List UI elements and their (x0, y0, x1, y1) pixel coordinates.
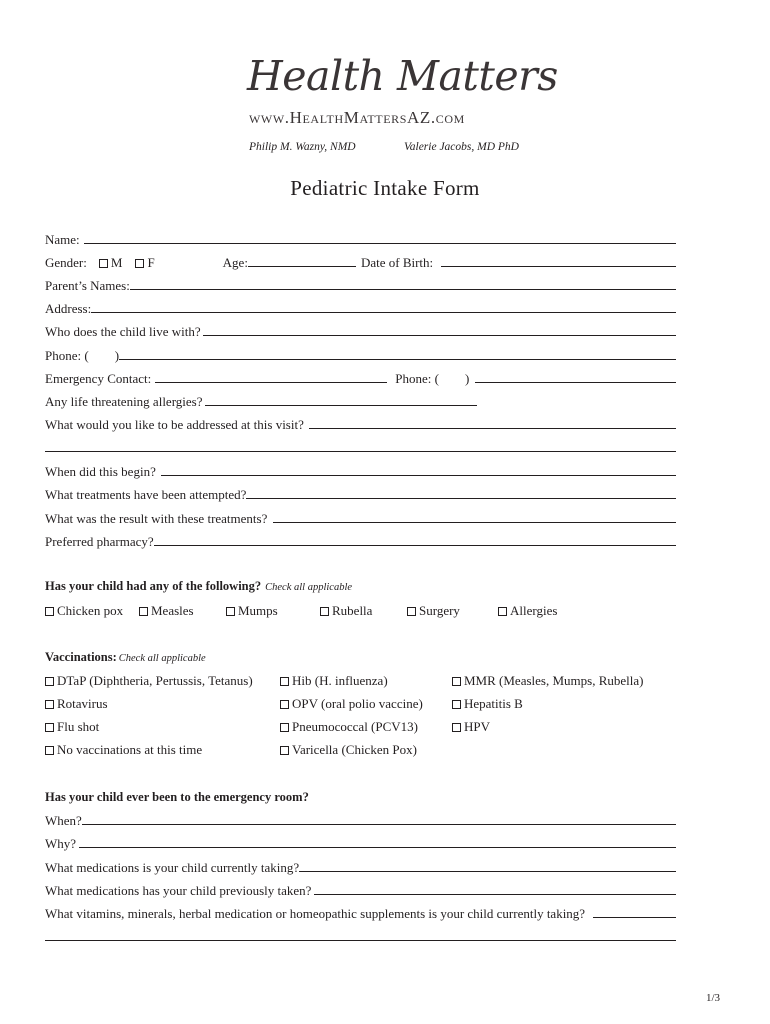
emergency-contact-row (45, 368, 676, 386)
checkbox[interactable] (407, 607, 416, 616)
gender-m-label: M (110, 255, 123, 270)
visit-reason-label: What would you like to be addressed at this visit? (45, 417, 304, 432)
dob-label: Date of Birth: (360, 255, 434, 270)
checkbox[interactable] (280, 746, 289, 755)
history-option-label: Measles (151, 603, 194, 618)
age-label: Age: (222, 255, 248, 270)
checkbox[interactable] (280, 700, 289, 709)
history-option[interactable] (407, 603, 460, 618)
history-heading-text: Has your child had any of the following? (45, 579, 262, 593)
gender-label: Gender: (45, 255, 87, 270)
visit-reason-field-2[interactable] (45, 451, 676, 452)
history-option-label: Rubella (332, 603, 373, 618)
parents-row (45, 275, 676, 293)
checkbox[interactable] (45, 746, 54, 755)
vaccine-option[interactable] (280, 696, 423, 711)
lives-with-row (45, 321, 676, 339)
er-why-label: Why? (45, 836, 77, 851)
phone-row (45, 345, 676, 363)
vaccine-option[interactable] (452, 696, 523, 711)
website-url[interactable]: www.HealthMattersAZ.com (249, 108, 465, 127)
gender-row (45, 252, 676, 270)
pharmacy-label: Preferred pharmacy? (45, 534, 154, 549)
history-option[interactable] (139, 603, 194, 618)
current-meds-row (45, 857, 676, 875)
vaccine-label: No vaccinations at this time (57, 742, 203, 757)
allergies-field[interactable] (205, 405, 477, 406)
vaccine-label: Varicella (Chicken Pox) (292, 742, 417, 757)
emergency-phone-paren: ) (464, 371, 470, 386)
vaccine-label: Rotavirus (57, 696, 108, 711)
checkbox[interactable] (135, 259, 144, 268)
emergency-contact-field[interactable] (155, 382, 387, 383)
dob-field[interactable] (441, 266, 676, 267)
name-label: Name: (45, 232, 80, 247)
history-option[interactable] (498, 603, 557, 618)
page-number: 1/3 (706, 992, 721, 1004)
gender-option-f[interactable] (135, 255, 154, 270)
history-option-label: Surgery (419, 603, 460, 618)
history-option-label: Allergies (510, 603, 558, 618)
checkbox[interactable] (498, 607, 507, 616)
checkbox[interactable] (226, 607, 235, 616)
lives-with-label: Who does the child live with? (45, 324, 201, 339)
allergies-row (45, 391, 477, 409)
checkbox[interactable] (45, 723, 54, 732)
visit-reason-row-2 (45, 437, 676, 455)
emergency-phone-label: Phone: ( (395, 371, 439, 386)
previous-meds-row (45, 880, 676, 898)
brand-logo: Health Matters (247, 52, 558, 100)
vaccine-option[interactable] (45, 673, 253, 688)
checkbox[interactable] (99, 259, 108, 268)
supplements-row-2 (45, 926, 676, 944)
checkbox[interactable] (45, 607, 54, 616)
er-when-label: When? (45, 813, 82, 828)
checkbox[interactable] (452, 700, 461, 709)
vaccine-option[interactable] (452, 719, 490, 734)
checkbox[interactable] (280, 677, 289, 686)
history-option-label: Chicken pox (57, 603, 124, 618)
treatments-label: What treatments have been attempted? (45, 487, 247, 502)
vaccine-label: Hib (H. influenza) (292, 673, 388, 688)
checkbox[interactable] (45, 677, 54, 686)
er-why-row (45, 833, 676, 851)
vaccine-option[interactable] (280, 719, 418, 734)
er-why-field[interactable] (79, 847, 676, 848)
doctor-name: Philip M. Wazny, NMD (249, 141, 356, 153)
vaccine-label: MMR (Measles, Mumps, Rubella) (464, 673, 644, 688)
vaccine-label: DTaP (Diphtheria, Pertussis, Tetanus) (57, 673, 253, 688)
vaccine-option[interactable] (45, 719, 99, 734)
er-when-field[interactable] (82, 824, 676, 825)
checkbox[interactable] (45, 700, 54, 709)
treatment-result-row (45, 508, 676, 526)
emergency-room-heading: Has your child ever been to the emergency room? (45, 790, 309, 804)
vaccine-label: OPV (oral polio vaccine) (292, 696, 423, 711)
emergency-phone-field[interactable] (475, 382, 676, 383)
phone-paren: ) (114, 348, 120, 363)
history-heading (45, 579, 352, 594)
previous-meds-label: What medications has your child previously taken? (45, 883, 312, 898)
vaccinations-note: Check all applicable (118, 653, 206, 664)
vaccinations-heading-text: Vaccinations: (45, 650, 117, 664)
address-field[interactable] (91, 312, 676, 313)
vaccine-option[interactable] (280, 742, 417, 757)
checkbox[interactable] (280, 723, 289, 732)
supplements-field-2[interactable] (45, 940, 676, 941)
previous-meds-field[interactable] (314, 894, 676, 895)
visit-reason-row (45, 414, 676, 432)
vaccinations-heading (45, 650, 206, 665)
vaccine-option[interactable] (280, 673, 388, 688)
name-row (45, 229, 676, 247)
current-meds-label: What medications is your child currently taking? (45, 860, 300, 875)
supplements-field[interactable] (593, 917, 676, 918)
treatment-result-field[interactable] (273, 522, 676, 523)
gender-f-label: F (147, 255, 155, 270)
treatments-field[interactable] (246, 498, 676, 499)
current-meds-field[interactable] (299, 871, 676, 872)
form-title: Pediatric Intake Form (290, 176, 480, 200)
checkbox[interactable] (139, 607, 148, 616)
treatment-result-label: What was the result with these treatments? (45, 511, 268, 526)
supplements-row (45, 903, 676, 921)
when-begin-row (45, 461, 676, 479)
history-note: Check all applicable (265, 582, 353, 593)
parents-label: Parent’s Names: (45, 278, 130, 293)
er-when-row (45, 810, 676, 828)
phone-field[interactable] (119, 359, 676, 360)
pharmacy-field[interactable] (154, 545, 676, 546)
parents-field[interactable] (130, 289, 676, 290)
gender-option-m[interactable] (99, 255, 123, 270)
when-begin-field[interactable] (161, 475, 676, 476)
supplements-label: What vitamins, minerals, herbal medication or homeopathic supplements is your child currently taking? (45, 906, 586, 921)
when-begin-label: When did this begin? (45, 464, 156, 479)
checkbox[interactable] (452, 723, 461, 732)
allergies-label: Any life threatening allergies? (45, 394, 203, 409)
history-option[interactable] (45, 603, 123, 618)
vaccine-option[interactable] (452, 673, 643, 688)
history-option[interactable] (320, 603, 372, 618)
emergency-contact-label: Emergency Contact: (45, 371, 152, 386)
age-field[interactable] (248, 266, 356, 267)
vaccine-label: Pneumococcal (PCV13) (292, 719, 419, 734)
vaccine-label: Flu shot (57, 719, 100, 734)
pharmacy-row (45, 531, 676, 549)
vaccine-label: HPV (464, 719, 491, 734)
checkbox[interactable] (320, 607, 329, 616)
visit-reason-field[interactable] (309, 428, 676, 429)
vaccine-label: Hepatitis B (464, 696, 523, 711)
address-row (45, 298, 676, 316)
vaccine-option[interactable] (45, 742, 202, 757)
history-option-label: Mumps (238, 603, 278, 618)
doctor-name: Valerie Jacobs, MD PhD (404, 141, 519, 153)
lives-with-field[interactable] (203, 335, 676, 336)
address-label: Address: (45, 301, 92, 316)
vaccine-option[interactable] (45, 696, 108, 711)
treatments-row (45, 484, 676, 502)
checkbox[interactable] (452, 677, 461, 686)
phone-label: Phone: ( (45, 348, 89, 363)
name-field[interactable] (84, 243, 676, 244)
history-option[interactable] (226, 603, 278, 618)
